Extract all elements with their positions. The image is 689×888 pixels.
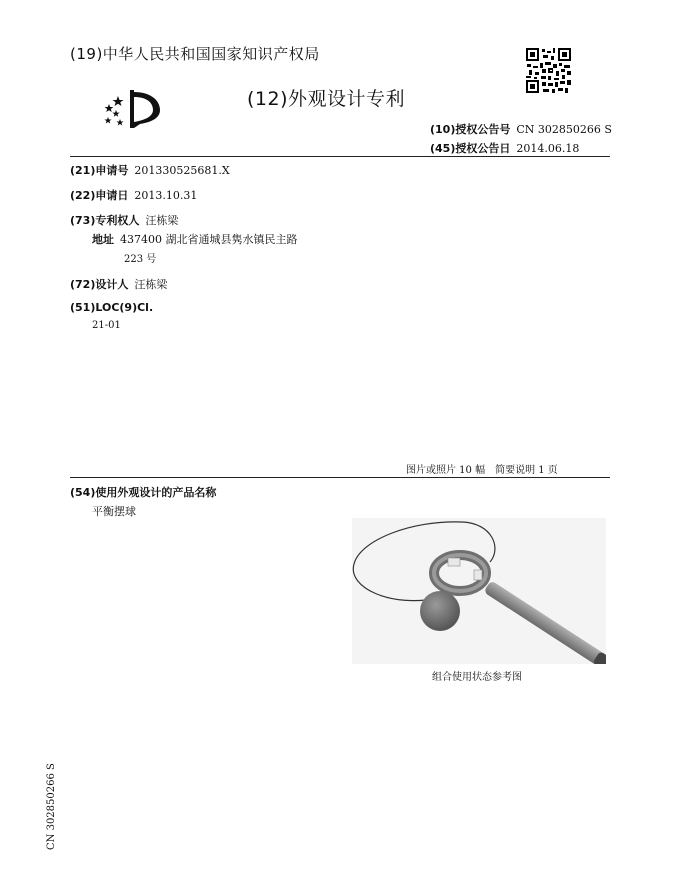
application-date-value: 2013.10.31 — [134, 189, 198, 202]
product-name-label — [70, 484, 216, 500]
loc-label: (51)LOC(9)Cl. — [70, 301, 154, 314]
designer-value: 汪栋梁 — [134, 278, 168, 291]
application-number-value: 201330525681.X — [134, 164, 230, 177]
figure-caption: 组合使用状态参考图 — [432, 672, 522, 683]
publication-date — [430, 140, 579, 156]
issuing-authority: (19)中华人民共和国国家知识产权局 — [70, 45, 320, 63]
publication-number-label: (10)授权公告号 — [430, 123, 511, 136]
loc-value: 21-01 — [92, 320, 121, 331]
application-number-label: (21)申请号 — [70, 164, 129, 177]
publication-number-value: CN 302850266 S — [516, 123, 612, 136]
image-page-counts: 图片或照片 10 幅 简要说明 1 页 — [406, 465, 558, 476]
patentee — [70, 212, 178, 228]
patentee-value: 汪栋梁 — [145, 214, 179, 227]
patentee-label: (73)专利权人 — [70, 214, 140, 227]
publication-number — [430, 121, 612, 137]
section-divider — [70, 477, 610, 478]
application-date — [70, 187, 197, 203]
application-number — [70, 162, 230, 178]
loc-classification — [70, 301, 153, 314]
document-type-title: (12)外观设计专利 — [247, 88, 406, 110]
publication-date-value: 2014.06.18 — [516, 142, 580, 155]
designer-label: (72)设计人 — [70, 278, 129, 291]
address-label: 地址 — [92, 233, 114, 246]
address — [92, 231, 298, 247]
designer — [70, 276, 167, 292]
application-date-label: (22)申请日 — [70, 189, 129, 202]
address-line1: 437400 湖北省通城县隽水镇民主路 — [120, 233, 298, 246]
publication-date-label: (45)授权公告日 — [430, 142, 511, 155]
product-name-label-text: (54)使用外观设计的产品名称 — [70, 486, 217, 499]
address-line2: 223 号 — [124, 254, 157, 265]
product-photo — [352, 518, 606, 664]
cnipa-logo-icon — [100, 84, 164, 132]
qr-code-icon — [525, 47, 572, 94]
side-publication-number: CN 302850266 S — [46, 763, 57, 850]
product-name: 平衡摆球 — [92, 505, 136, 518]
header-divider — [70, 156, 610, 157]
